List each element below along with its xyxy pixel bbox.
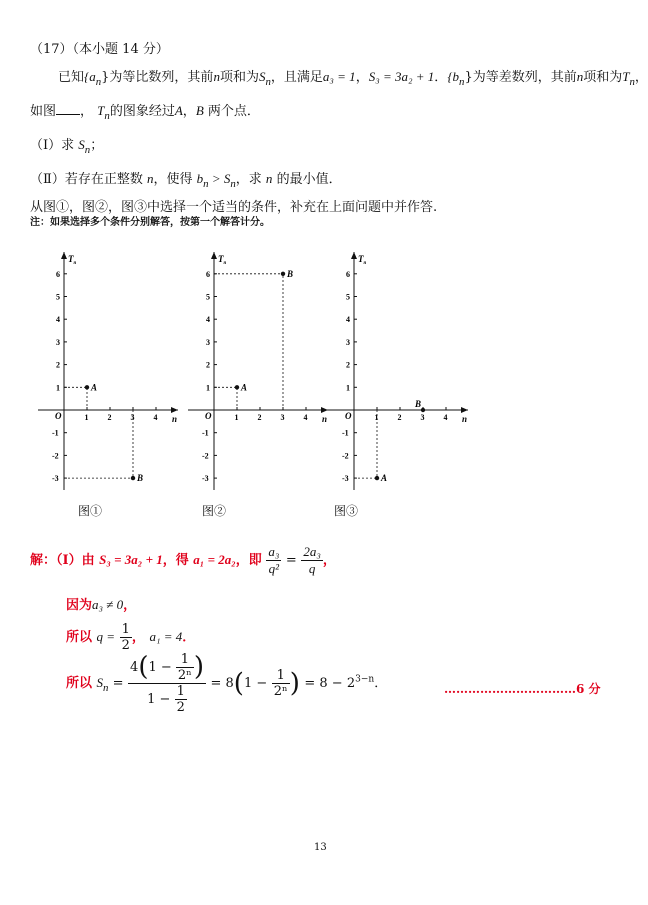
y-tick-label: -1 (52, 428, 59, 438)
y-tick-label: 4 (346, 315, 350, 325)
y-axis-label-sub: n (73, 261, 77, 266)
y-tick-label: 3 (346, 337, 350, 347)
y-tick-label: 5 (346, 292, 350, 302)
y-tick-label: -1 (342, 428, 349, 438)
origin-label: O (345, 411, 352, 421)
y-axis-label-sub: n (223, 261, 227, 266)
y-tick-label: -3 (342, 474, 349, 484)
origin-label: O (205, 411, 212, 421)
y-tick-label: 3 (206, 337, 210, 347)
y-tick-label: -3 (52, 474, 59, 484)
point-label: B (415, 399, 422, 409)
y-tick-label: -3 (202, 474, 209, 484)
part-1: （Ⅰ）求 $S_n$； (30, 137, 104, 156)
x-tick-label: 4 (303, 413, 308, 422)
question-number: （17）（本小题 14 分） (30, 42, 169, 57)
chart-3 (320, 238, 490, 500)
x-tick-label: 3 (280, 413, 285, 422)
x-tick-label: 4 (443, 413, 448, 422)
solution-line-2: 因为a₃ ≠ 0， (66, 597, 137, 613)
y-tick-label: -2 (202, 451, 209, 461)
y-tick-label: -2 (342, 451, 349, 461)
y-tick-label: 1 (56, 383, 60, 393)
y-axis-arrow (211, 252, 217, 259)
point-label: B (137, 473, 144, 484)
solution-line-1: 解：（Ⅰ）由 S₃ = 3a₂ + 1，得 a₁ = 2a₂，即 $\frac{\text{a₃}}{\text{q²}}$ = $\frac{\text{2a₃}}{q}$ ， (30, 544, 336, 576)
point-a (235, 385, 239, 389)
x-axis-label: n (322, 414, 328, 424)
point-b (131, 476, 135, 480)
y-tick-label: -1 (202, 428, 209, 438)
point-label: B (287, 268, 294, 279)
y-tick-label: 4 (56, 315, 60, 325)
y-tick-label: 2 (206, 360, 210, 370)
solution-line-4: 所以 $S_n$ = 4(1 − $\frac{1}{\text{2ⁿ}}$ ) 1 − $\frac{1}{2}$ = 8(1 − $\frac{1}{\text{2ⁿ}}$ ) = $8 - 2^{3-n}$． (66, 652, 388, 715)
choose-instruction: 从图①，图②，图③中选择一个适当的条件，补充在上面问题中并作答. (30, 200, 438, 215)
x-axis-arrow (171, 407, 178, 413)
x-tick-label: 2 (257, 413, 262, 422)
y-tick-label: 6 (346, 269, 350, 279)
y-tick-label: 3 (56, 337, 60, 347)
chart-3-caption: 图③ (334, 504, 359, 518)
x-tick-label: 2 (397, 413, 402, 422)
y-axis-label-sub: n (363, 261, 367, 266)
y-axis-label: $T_n$ (68, 254, 77, 266)
point-a (85, 385, 89, 389)
y-tick-label: 5 (206, 292, 210, 302)
y-tick-label: 2 (346, 360, 350, 370)
chart-1-caption: 图① (78, 504, 103, 518)
point-a (375, 476, 379, 480)
x-axis-label: n (172, 414, 178, 424)
x-tick-label: 1 (234, 413, 239, 422)
point-b (421, 408, 425, 412)
question-line-2: 如图 ， $T_n$的图象经过A，B 两个点． (30, 103, 260, 122)
scoring-note: 注：如果选择多个条件分别解答，按第一个解答计分。 (30, 217, 270, 228)
chart-2-caption: 图② (202, 504, 227, 518)
point-label: A (91, 382, 98, 393)
y-axis-label: $T_n$ (218, 254, 227, 266)
point-b (281, 272, 285, 276)
question-line-1: 已知$\{a_n\}$为等比数列，其前n项和为$S_n$，且满足a₃ = 1，S₃ = 3a₂ + 1．$\{b_n\}$为等差数列，其前n项和为$T_n$， (58, 69, 648, 88)
y-tick-label: 4 (206, 315, 210, 325)
origin-label: O (55, 411, 62, 421)
point-label: A (381, 473, 388, 484)
part-2: （Ⅱ）若存在正整数 n，使得 $b_n > S_n$，求 n 的最小值． (30, 171, 342, 190)
y-tick-label: -2 (52, 451, 59, 461)
y-tick-label: 1 (206, 383, 210, 393)
y-axis-arrow (351, 252, 357, 259)
x-tick-label: 1 (84, 413, 89, 422)
page-number: 13 (314, 842, 327, 853)
score-label: ……………………………6 分 (444, 682, 601, 696)
y-tick-label: 6 (56, 269, 60, 279)
y-axis-label: $T_n$ (358, 254, 367, 266)
x-tick-label: 3 (130, 413, 135, 422)
y-axis-arrow (61, 252, 67, 259)
x-tick-label: 4 (153, 413, 158, 422)
x-axis-arrow (461, 407, 468, 413)
y-tick-label: 2 (56, 360, 60, 370)
x-tick-label: 3 (420, 413, 425, 422)
point-label: A (241, 382, 248, 393)
x-tick-label: 1 (374, 413, 379, 422)
answer-blank[interactable] (56, 102, 80, 115)
y-tick-label: 6 (206, 269, 210, 279)
x-axis-label: n (462, 414, 468, 424)
y-tick-label: 1 (346, 383, 350, 393)
solution-line-3: 所以 q = $\frac{1}{2}$ ， a₁ = 4． (66, 622, 196, 653)
y-tick-label: 5 (56, 292, 60, 302)
chart-1 (30, 238, 190, 500)
chart-2 (180, 238, 340, 500)
x-tick-label: 2 (107, 413, 112, 422)
